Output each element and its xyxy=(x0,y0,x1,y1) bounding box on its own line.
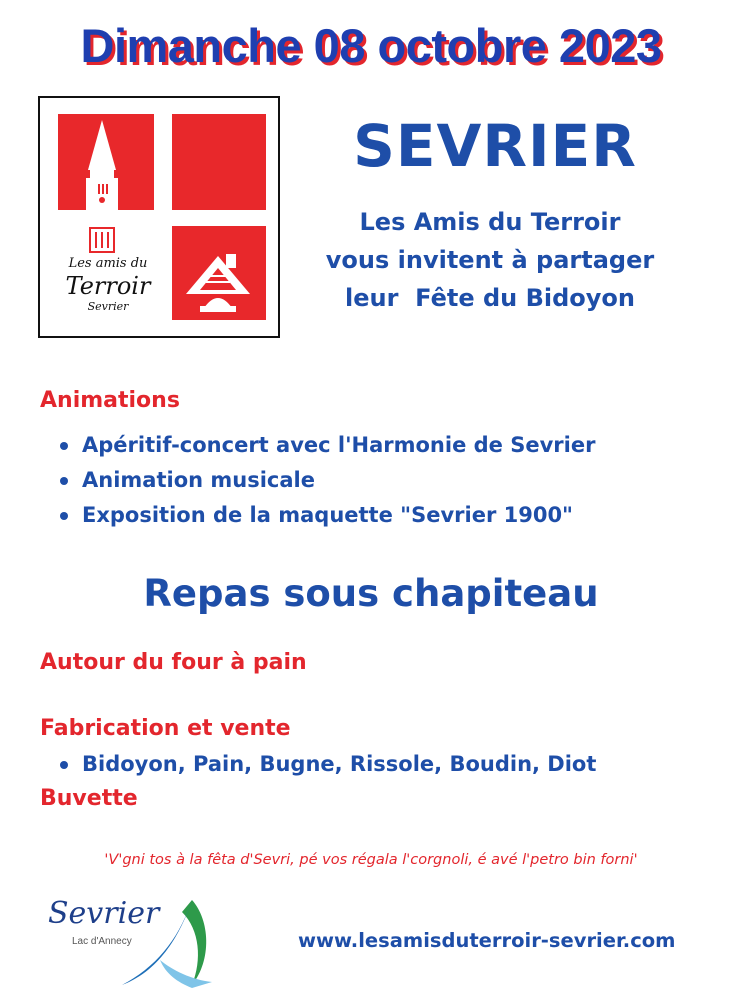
list-item: Apéritif-concert avec l'Harmonie de Sevrier xyxy=(58,428,595,463)
logo-line-3: Sevrier xyxy=(87,300,129,313)
oven-heading: Autour du four à pain xyxy=(40,650,307,675)
meal-heading: Repas sous chapiteau xyxy=(143,572,599,615)
amis-du-terroir-logo xyxy=(38,96,280,338)
list-item: Animation musicale xyxy=(58,463,595,498)
fabrication-list xyxy=(58,747,596,782)
list-item: Bidoyon, Pain, Bugne, Rissole, Boudin, Diot xyxy=(58,747,596,782)
website-link[interactable]: www.lesamisduterroir-sevrier.com xyxy=(298,929,676,952)
logo-line-1: Les amis du xyxy=(68,256,148,271)
logo-line-2: Terroir xyxy=(65,272,151,300)
patois-quote: 'V'gni tos à la fêta d'Sevri, pé vos régala l'corgnoli, é avé l'petro bin forni' xyxy=(104,852,638,868)
event-date: Dimanche 08 octobre 2023 xyxy=(80,19,662,72)
animations-heading: Animations xyxy=(40,388,180,413)
fabrication-heading: Fabrication et vente xyxy=(40,716,291,741)
invitation-line: leur Fête du Bidoyon xyxy=(345,284,635,312)
invitation-line: vous invitent à partager xyxy=(325,246,655,274)
sevrier-town-logo xyxy=(42,890,222,994)
invitation-text xyxy=(290,203,690,317)
invitation-line: Les Amis du Terroir xyxy=(359,208,621,236)
list-item: Exposition de la maquette "Sevrier 1900" xyxy=(58,498,595,533)
sevrier-logo-sub: Lac d'Annecy xyxy=(72,936,132,947)
sevrier-logo-name: Sevrier xyxy=(48,896,160,931)
animations-list xyxy=(58,428,595,533)
bar-heading: Buvette xyxy=(40,786,138,811)
town-title: SEVRIER xyxy=(353,112,637,180)
